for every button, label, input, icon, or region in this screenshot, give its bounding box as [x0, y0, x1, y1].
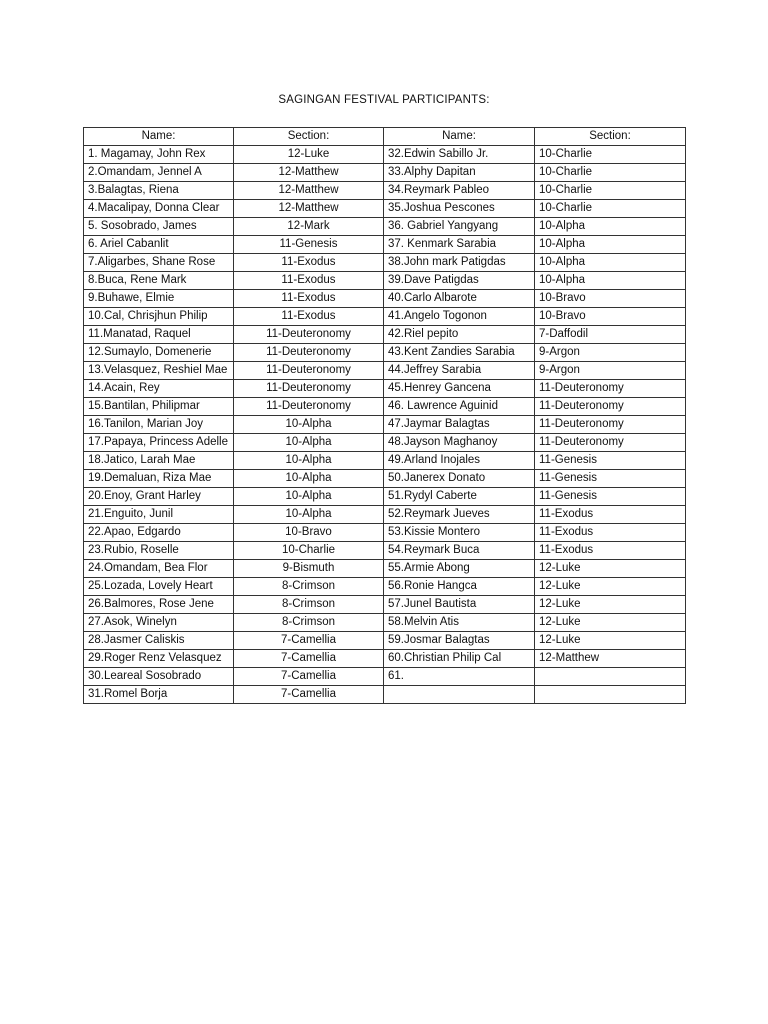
- participant-name-left: 31.Romel Borja: [84, 686, 234, 704]
- participant-section-left: 7-Camellia: [234, 632, 384, 650]
- participant-name-left: 22.Apao, Edgardo: [84, 524, 234, 542]
- participant-section-right: 9-Argon: [535, 362, 686, 380]
- participant-name-left: 30.Leareal Sosobrado: [84, 668, 234, 686]
- participant-name-right: 37. Kenmark Sarabia: [384, 236, 535, 254]
- participant-name-left: 26.Balmores, Rose Jene: [84, 596, 234, 614]
- participant-name-left: 20.Enoy, Grant Harley: [84, 488, 234, 506]
- participant-section-right: 11-Deuteronomy: [535, 380, 686, 398]
- participant-name-left: 15.Bantilan, Philipmar: [84, 398, 234, 416]
- participant-section-right: 10-Alpha: [535, 254, 686, 272]
- table-row: [84, 524, 686, 542]
- table-row: [84, 668, 686, 686]
- header-section-1: Section:: [234, 128, 384, 146]
- participant-section-right: 12-Luke: [535, 596, 686, 614]
- participant-name-left: 19.Demaluan, Riza Mae: [84, 470, 234, 488]
- participant-section-left: 7-Camellia: [234, 686, 384, 704]
- participant-section-left: 8-Crimson: [234, 596, 384, 614]
- participant-name-right: 51.Rydyl Caberte: [384, 488, 535, 506]
- participant-section-left: 7-Camellia: [234, 668, 384, 686]
- participant-name-right: 41.Angelo Togonon: [384, 308, 535, 326]
- table-header-row: [84, 128, 686, 146]
- participant-name-right: 60.Christian Philip Cal: [384, 650, 535, 668]
- participant-name-right: 38.John mark Patigdas: [384, 254, 535, 272]
- table-row: [84, 200, 686, 218]
- participant-section-left: 11-Genesis: [234, 236, 384, 254]
- participant-section-right: 11-Genesis: [535, 488, 686, 506]
- document-title: SAGINGAN FESTIVAL PARTICIPANTS:: [278, 94, 490, 106]
- participant-name-right: 43.Kent Zandies Sarabia: [384, 344, 535, 362]
- participant-section-right: 10-Charlie: [535, 146, 686, 164]
- header-section-2: Section:: [535, 128, 686, 146]
- participant-name-right: 40.Carlo Albarote: [384, 290, 535, 308]
- participant-section-right: 12-Matthew: [535, 650, 686, 668]
- table-row: [84, 218, 686, 236]
- participant-section-left: 11-Exodus: [234, 272, 384, 290]
- participant-section-left: 12-Mark: [234, 218, 384, 236]
- participant-name-left: 18.Jatico, Larah Mae: [84, 452, 234, 470]
- table-row: [84, 470, 686, 488]
- participant-name-right: 58.Melvin Atis: [384, 614, 535, 632]
- table-row: [84, 434, 686, 452]
- table-row: [84, 506, 686, 524]
- participant-name-right: 34.Reymark Pableo: [384, 182, 535, 200]
- participant-name-right: 56.Ronie Hangca: [384, 578, 535, 596]
- participant-name-right: 50.Janerex Donato: [384, 470, 535, 488]
- participant-name-right: 32.Edwin Sabillo Jr.: [384, 146, 535, 164]
- table-row: [84, 488, 686, 506]
- participant-name-left: 10.Cal, Chrisjhun Philip: [84, 308, 234, 326]
- participant-section-left: 10-Charlie: [234, 542, 384, 560]
- participants-table: [83, 127, 686, 704]
- participant-name-left: 17.Papaya, Princess Adelle: [84, 434, 234, 452]
- participant-section-right: 10-Alpha: [535, 236, 686, 254]
- participant-section-left: 11-Deuteronomy: [234, 380, 384, 398]
- participant-section-left: 11-Exodus: [234, 290, 384, 308]
- participant-section-right: 10-Alpha: [535, 218, 686, 236]
- table-row: [84, 146, 686, 164]
- participant-section-left: 11-Deuteronomy: [234, 344, 384, 362]
- table-row: [84, 614, 686, 632]
- participant-section-left: 11-Exodus: [234, 308, 384, 326]
- header-name-2: Name:: [384, 128, 535, 146]
- participant-section-right: [535, 686, 686, 704]
- participant-name-left: 9.Buhawe, Elmie: [84, 290, 234, 308]
- participant-section-right: 11-Deuteronomy: [535, 416, 686, 434]
- table-row: [84, 308, 686, 326]
- participant-name-right: [384, 686, 535, 704]
- participant-section-left: 12-Luke: [234, 146, 384, 164]
- participant-name-left: 29.Roger Renz Velasquez: [84, 650, 234, 668]
- participant-section-right: 11-Deuteronomy: [535, 398, 686, 416]
- participant-name-right: 61.: [384, 668, 535, 686]
- participant-name-right: 36. Gabriel Yangyang: [384, 218, 535, 236]
- participant-name-left: 21.Enguito, Junil: [84, 506, 234, 524]
- participant-name-right: 47.Jaymar Balagtas: [384, 416, 535, 434]
- participant-section-right: [535, 668, 686, 686]
- participant-section-left: 10-Alpha: [234, 434, 384, 452]
- table-row: [84, 632, 686, 650]
- participant-section-right: 10-Charlie: [535, 200, 686, 218]
- table-row: [84, 542, 686, 560]
- participant-section-left: 11-Deuteronomy: [234, 326, 384, 344]
- participant-section-left: 10-Bravo: [234, 524, 384, 542]
- participant-name-right: 44.Jeffrey Sarabia: [384, 362, 535, 380]
- participant-section-left: 10-Alpha: [234, 506, 384, 524]
- participant-name-right: 39.Dave Patigdas: [384, 272, 535, 290]
- participant-section-left: 8-Crimson: [234, 614, 384, 632]
- participant-section-right: 11-Exodus: [535, 506, 686, 524]
- table-row: [84, 560, 686, 578]
- participant-name-left: 16.Tanilon, Marian Joy: [84, 416, 234, 434]
- participant-name-left: 24.Omandam, Bea Flor: [84, 560, 234, 578]
- participant-section-left: 7-Camellia: [234, 650, 384, 668]
- participant-section-left: 11-Exodus: [234, 254, 384, 272]
- table-row: [84, 596, 686, 614]
- participant-name-left: 14.Acain, Rey: [84, 380, 234, 398]
- participant-name-left: 2.Omandam, Jennel A: [84, 164, 234, 182]
- participant-name-left: 13.Velasquez, Reshiel Mae: [84, 362, 234, 380]
- participant-name-right: 45.Henrey Gancena: [384, 380, 535, 398]
- table-row: [84, 182, 686, 200]
- participant-name-right: 57.Junel Bautista: [384, 596, 535, 614]
- participant-section-right: 10-Bravo: [535, 290, 686, 308]
- participant-section-right: 10-Charlie: [535, 164, 686, 182]
- participant-section-right: 11-Exodus: [535, 524, 686, 542]
- participant-section-right: 7-Daffodil: [535, 326, 686, 344]
- table-row: [84, 272, 686, 290]
- participant-name-left: 1. Magamay, John Rex: [84, 146, 234, 164]
- participant-section-left: 11-Deuteronomy: [234, 362, 384, 380]
- participant-section-left: 12-Matthew: [234, 200, 384, 218]
- participant-section-right: 10-Alpha: [535, 272, 686, 290]
- table-row: [84, 290, 686, 308]
- participant-name-left: 11.Manatad, Raquel: [84, 326, 234, 344]
- participant-name-left: 23.Rubio, Roselle: [84, 542, 234, 560]
- participant-section-left: 10-Alpha: [234, 416, 384, 434]
- participant-name-right: 53.Kissie Montero: [384, 524, 535, 542]
- participant-section-right: 12-Luke: [535, 632, 686, 650]
- table-row: [84, 236, 686, 254]
- participant-name-right: 52.Reymark Jueves: [384, 506, 535, 524]
- participant-name-left: 28.Jasmer Caliskis: [84, 632, 234, 650]
- participant-name-right: 46. Lawrence Aguinid: [384, 398, 535, 416]
- participant-section-left: 10-Alpha: [234, 452, 384, 470]
- participant-section-left: 10-Alpha: [234, 488, 384, 506]
- table-row: [84, 254, 686, 272]
- participant-section-right: 11-Genesis: [535, 470, 686, 488]
- table-row: [84, 380, 686, 398]
- participant-section-right: 12-Luke: [535, 614, 686, 632]
- participant-name-right: 35.Joshua Pescones: [384, 200, 535, 218]
- table-row: [84, 650, 686, 668]
- participant-name-left: 6. Ariel Cabanlit: [84, 236, 234, 254]
- table-row: [84, 578, 686, 596]
- table-row: [84, 416, 686, 434]
- participant-section-right: 11-Genesis: [535, 452, 686, 470]
- participant-section-right: 10-Charlie: [535, 182, 686, 200]
- participant-name-left: 25.Lozada, Lovely Heart: [84, 578, 234, 596]
- participant-section-right: 12-Luke: [535, 560, 686, 578]
- participant-section-left: 11-Deuteronomy: [234, 398, 384, 416]
- participant-name-left: 4.Macalipay, Donna Clear: [84, 200, 234, 218]
- table-row: [84, 398, 686, 416]
- table-row: [84, 452, 686, 470]
- table-row: [84, 362, 686, 380]
- participant-name-left: 3.Balagtas, Riena: [84, 182, 234, 200]
- participant-section-right: 9-Argon: [535, 344, 686, 362]
- table-row: [84, 164, 686, 182]
- participant-section-right: 11-Deuteronomy: [535, 434, 686, 452]
- participant-name-left: 5. Sosobrado, James: [84, 218, 234, 236]
- participant-name-right: 42.Riel pepito: [384, 326, 535, 344]
- participant-name-right: 55.Armie Abong: [384, 560, 535, 578]
- participant-name-left: 7.Aligarbes, Shane Rose: [84, 254, 234, 272]
- participant-name-right: 59.Josmar Balagtas: [384, 632, 535, 650]
- table-row: [84, 326, 686, 344]
- table-row: [84, 686, 686, 704]
- participant-name-right: 49.Arland Inojales: [384, 452, 535, 470]
- participant-name-left: 12.Sumaylo, Domenerie: [84, 344, 234, 362]
- participant-name-left: 8.Buca, Rene Mark: [84, 272, 234, 290]
- participant-name-right: 54.Reymark Buca: [384, 542, 535, 560]
- participant-section-right: 10-Bravo: [535, 308, 686, 326]
- participant-section-left: 12-Matthew: [234, 182, 384, 200]
- table-row: [84, 344, 686, 362]
- participant-name-right: 33.Alphy Dapitan: [384, 164, 535, 182]
- table-body: [84, 146, 686, 704]
- participant-name-right: 48.Jayson Maghanoy: [384, 434, 535, 452]
- header-name-1: Name:: [84, 128, 234, 146]
- participant-section-right: 11-Exodus: [535, 542, 686, 560]
- participant-section-left: 10-Alpha: [234, 470, 384, 488]
- participant-section-left: 12-Matthew: [234, 164, 384, 182]
- participant-section-left: 8-Crimson: [234, 578, 384, 596]
- participant-section-right: 12-Luke: [535, 578, 686, 596]
- participant-name-left: 27.Asok, Winelyn: [84, 614, 234, 632]
- participant-section-left: 9-Bismuth: [234, 560, 384, 578]
